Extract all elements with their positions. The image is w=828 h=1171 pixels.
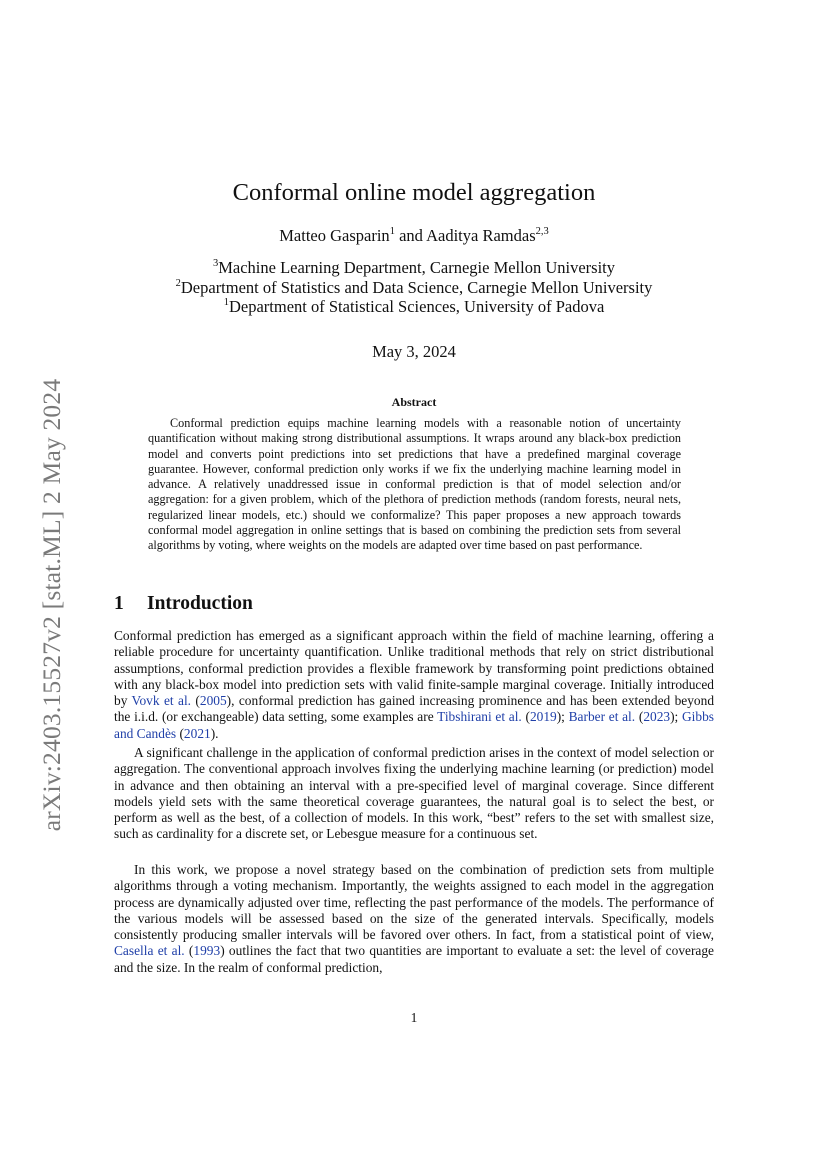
intro-paragraph-1 bbox=[114, 628, 714, 742]
paragraph-text: ( bbox=[521, 709, 530, 725]
affiliation-text: Department of Statistical Sciences, University of Padova bbox=[228, 297, 605, 316]
affiliation-mark: 1 bbox=[223, 297, 229, 308]
arxiv-stamp-text: arXiv:2403.15527v2 [stat.ML] 2 May 2024 bbox=[37, 378, 66, 832]
author-gasparin-affiliation-mark: 1 bbox=[389, 226, 395, 237]
paragraph-text: ( bbox=[191, 693, 200, 709]
abstract-body: Conformal prediction equips machine learning models with a reasonable notion of uncertainty quantification without making strong distributional assumptions. It wraps around any black-box prediction model and converts point predictions into set predictions that have a predefined marginal coverage guarantee. However, conformal prediction only works if we fix the underlying machine learning model in advance. A relatively unaddressed issue in conformal prediction is that of model selection and/or aggregation: for a given problem, which of the plethora of prediction methods (random forests, neural nets, regularized linear models, etc.) should we conformalize? This paper proposes a new approach towards conformal model aggregation in online settings that is based on combining the prediction sets from several algorithms by voting, where weights on the models are adapted over time based on past performance. bbox=[148, 416, 681, 553]
author-line bbox=[0, 226, 828, 246]
intro-paragraph-3 bbox=[114, 862, 714, 976]
citation-tibshirani-year[interactable]: 2019 bbox=[529, 709, 557, 725]
affiliation-mark: 2 bbox=[175, 278, 181, 289]
affiliation-mark: 3 bbox=[212, 258, 219, 269]
paragraph-text: ). bbox=[210, 725, 219, 741]
paragraph-text: ); bbox=[670, 709, 682, 725]
citation-tibshirani[interactable]: Tibshirani et al. bbox=[437, 709, 522, 725]
citation-barber[interactable]: Barber et al. bbox=[568, 709, 636, 725]
section-title: Introduction bbox=[147, 593, 253, 614]
affiliation-padova bbox=[0, 297, 828, 317]
citation-vovk[interactable]: Vovk et al. bbox=[131, 693, 192, 709]
author-ramdas-affiliation-mark: 2,3 bbox=[535, 226, 549, 237]
affiliation-text: Department of Statistics and Data Science, Carnegie Mellon University bbox=[180, 278, 653, 297]
citation-casella-year[interactable]: 1993 bbox=[193, 943, 221, 959]
citation-barber-year[interactable]: 2023 bbox=[643, 709, 671, 725]
paragraph-text: In this work, we propose a novel strategy based on the combination of prediction sets from multiple algorithms through a voting mechanism. Importantly, the weights assigned to each model in the aggregation process are dynamically adjusted over time, reflecting the past performance of the models. The performance of the various models will be assessed based on the size of the generated intervals. Specifically, models consistently producing smaller intervals will be favored over others. In fact, from a statistical point of view, bbox=[114, 862, 714, 943]
author-conjunction: and bbox=[394, 226, 427, 245]
affiliation-cmu-stats bbox=[0, 278, 828, 298]
section-heading-introduction bbox=[114, 593, 253, 615]
page-number: 1 bbox=[410, 1010, 418, 1025]
paragraph-text: ( bbox=[635, 709, 644, 725]
affiliation-text: Machine Learning Department, Carnegie Mellon University bbox=[218, 258, 616, 277]
section-number: 1 bbox=[114, 593, 124, 614]
affiliation-cmu-ml bbox=[0, 258, 828, 278]
citation-casella[interactable]: Casella et al. bbox=[114, 943, 185, 959]
paragraph-text: ), conformal prediction has gained increasing prominence and has been extended beyond the i.i.d. (or exchangeable) data setting, some examples are bbox=[114, 693, 715, 725]
paper-title: Conformal online model aggregation bbox=[232, 179, 596, 206]
citation-gibbs-candes[interactable]: Gibbs and Candès bbox=[114, 709, 714, 741]
intro-paragraph-2: A significant challenge in the application of conformal prediction arises in the context of model selection or aggregation. The conventional approach involves fixing the underlying machine learning (or prediction) model in advance and then obtaining an interval with a pre-specified level of marginal coverage. Since different models yield sets with the same theoretical coverage guarantees, the natural goal is to select the best, or perform as well as the best, of a collection of models. In this work, “best” refers to the set with smallest size, such as cardinality for a discrete set, or Lebesgue measure for a continuous set. bbox=[114, 745, 714, 842]
paragraph-text: Conformal prediction has emerged as a significant approach within the field of machine learning, offering a reliable procedure for uncertainty quantification. Unlike traditional methods that rely on strict distributional assumptions, conformal prediction provides a flexible framework by transforming point predictions obtained with any black-box model into prediction sets with valid finite-sample marginal coverage. Initially introduced by bbox=[114, 628, 714, 709]
author-gasparin: Matteo Gasparin bbox=[279, 226, 390, 245]
paragraph-text: ( bbox=[176, 725, 184, 741]
citation-vovk-year[interactable]: 2005 bbox=[199, 693, 227, 709]
paragraph-text: ) outlines the fact that two quantities are important to evaluate a set: the level of coverage and the size. In the realm of conformal prediction, bbox=[114, 943, 715, 975]
citation-gibbs-candes-year[interactable]: 2021 bbox=[183, 725, 211, 741]
paragraph-text: ( bbox=[184, 943, 194, 959]
paragraph-text: ); bbox=[556, 709, 569, 725]
abstract-heading: Abstract bbox=[391, 395, 437, 409]
publication-date: May 3, 2024 bbox=[372, 342, 456, 361]
author-ramdas: Aaditya Ramdas bbox=[426, 226, 536, 245]
